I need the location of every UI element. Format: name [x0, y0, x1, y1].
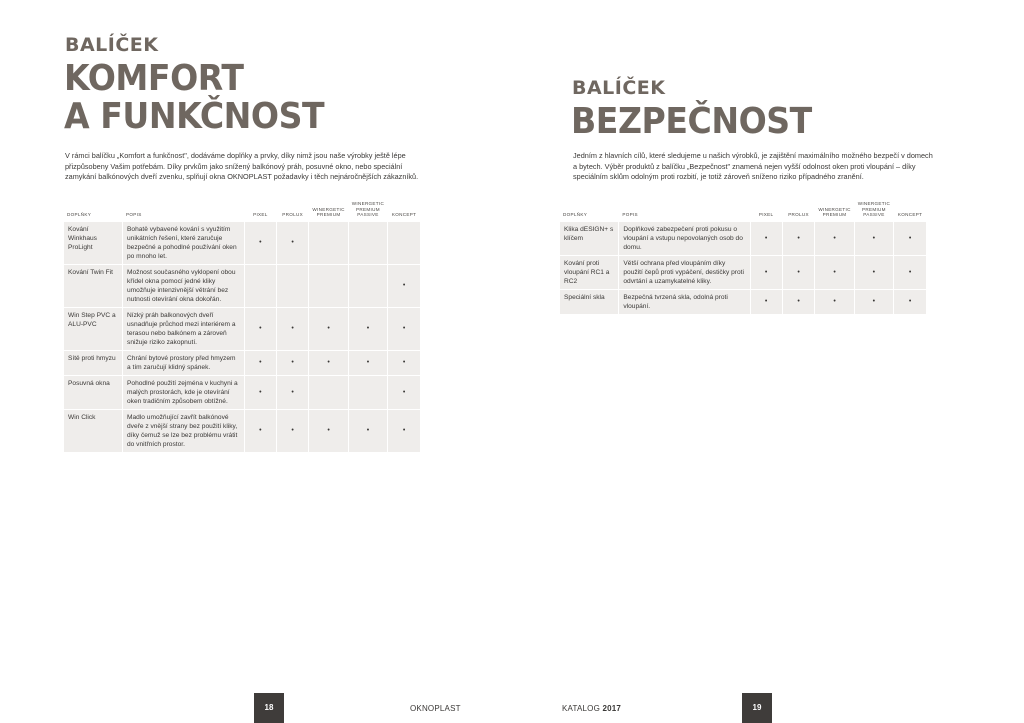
left-table-header-row — [64, 201, 420, 221]
availability-mark — [349, 265, 387, 307]
availability-mark: • — [277, 308, 309, 350]
availability-mark: • — [815, 256, 853, 289]
row-name: Win Step PVC a ALU-PVC — [64, 308, 122, 350]
row-name: Kování Twin Fit — [64, 265, 122, 307]
availability-mark: • — [388, 265, 420, 307]
availability-mark: • — [751, 256, 782, 289]
right-page — [512, 0, 1024, 723]
left-intro — [65, 151, 445, 183]
left-footer-brand: OKNOPLAST — [410, 704, 461, 713]
header-description: POPIS — [126, 212, 142, 218]
availability-mark: • — [349, 351, 387, 375]
row-name: Sítě proti hmyzu — [64, 351, 122, 375]
right-intro-line: a bytech. Výběr produktů z balíčku „Bezpečnost" znamená nejen vyšší odolnost oken proti vloupání – díky — [573, 161, 916, 171]
availability-mark: • — [277, 376, 309, 409]
header-koncept: KONCEPT — [391, 212, 417, 218]
row-name: Kování proti vloupání RC1 a RC2 — [560, 256, 618, 289]
availability-mark: • — [855, 222, 893, 255]
row-description: Větší ochrana před vloupáním díky použití čepů proti vypáčení, destičky proti odvrtání a uzamykatelné kliky. — [619, 256, 749, 289]
row-name: Win Click — [64, 410, 122, 452]
availability-mark: • — [388, 351, 420, 375]
availability-mark — [277, 265, 309, 307]
header-prolux: PROLUX — [282, 212, 303, 218]
left-intro-line: V rámci balíčku „Komfort a funkčnost", dodáváme doplňky a prvky, díky nimž jsou naše výrobky ještě lépe — [65, 151, 406, 160]
availability-mark: • — [245, 308, 276, 350]
table-row — [64, 308, 420, 350]
availability-mark — [349, 222, 387, 264]
right-title-line1: BEZPEČNOST — [571, 101, 812, 142]
table-row — [64, 265, 420, 307]
availability-mark — [309, 265, 347, 307]
header-pixel: PIXEL — [758, 212, 774, 218]
availability-mark: • — [245, 351, 276, 375]
availability-mark: • — [309, 308, 347, 350]
row-description: Doplňkové zabezpečení proti pokusu o vloupání a vstupu nepovolaných osob do domu. — [619, 222, 749, 255]
row-description: Madlo umožňující zavřít balkónové dveře z vnější strany bez použití kliky, díky čemuž se lze bez problému vrátit do vnitřních prostor. — [123, 410, 244, 452]
availability-mark: • — [277, 410, 309, 452]
header-pixel: PIXEL — [253, 212, 268, 218]
row-name: Speciální skla — [560, 290, 618, 314]
availability-mark: • — [388, 308, 420, 350]
header-winergetic-premium-passive: WINERGETIC PREMIUM PASSIVE — [857, 201, 891, 218]
availability-mark: • — [349, 308, 387, 350]
availability-mark — [309, 376, 347, 409]
left-kicker: BALÍČEK — [65, 34, 159, 56]
left-title — [64, 60, 324, 136]
table-row — [64, 410, 420, 452]
header-koncept: KONCEPT — [897, 212, 923, 218]
left-title-line1: KOMFORT — [64, 58, 244, 99]
availability-mark: • — [388, 376, 420, 409]
right-table-header-row — [560, 201, 926, 221]
header-addons: DOPLŇKY — [563, 212, 588, 218]
availability-mark: • — [277, 222, 309, 264]
availability-mark: • — [349, 410, 387, 452]
availability-mark: • — [855, 256, 893, 289]
header-winergetic-premium: WINERGETIC PREMIUM — [312, 206, 345, 218]
table-row — [560, 290, 926, 314]
row-description: Chrání bytové prostory před hmyzem a tím zaručují klidný spánek. — [123, 351, 244, 375]
availability-mark: • — [815, 222, 853, 255]
availability-mark: • — [309, 410, 347, 452]
row-description: Bohatě vybavené kování s využitím unikátních řešení, které zaručuje bezpečné a pohodlné používání oken po mnoho let. — [123, 222, 244, 264]
left-table — [63, 200, 421, 453]
availability-mark: • — [245, 222, 276, 264]
row-name: Klika dESIGN+ s klíčem — [560, 222, 618, 255]
row-description: Nízký práh balkonových dveří usnadňuje průchod mezi interiérem a terasou nebo balkónem a zároveň snižuje riziko zakopnutí. — [123, 308, 244, 350]
header-description: POPIS — [622, 212, 638, 218]
table-row — [560, 222, 926, 255]
availability-mark: • — [783, 222, 815, 255]
availability-mark: • — [894, 256, 926, 289]
availability-mark: • — [783, 256, 815, 289]
right-intro-line: Jedním z hlavních cílů, které sledujeme u našich výrobků, je zajištění maximálního možného bezpečí v domech — [573, 151, 933, 160]
availability-mark — [388, 222, 420, 264]
table-row — [64, 376, 420, 409]
table-row — [64, 222, 420, 264]
availability-mark: • — [894, 222, 926, 255]
availability-mark: • — [245, 376, 276, 409]
right-title — [571, 103, 812, 141]
left-intro-line: přizpůsobeny Vašim potřebám. Díky prvkům jako snížený balkónový práh, posuvné okno, nebo speciální — [65, 161, 403, 171]
availability-mark — [309, 222, 347, 264]
row-name: Kování Winkhaus ProLight — [64, 222, 122, 264]
availability-mark: • — [751, 222, 782, 255]
header-winergetic-premium-passive: WINERGETIC PREMIUM PASSIVE — [351, 201, 385, 218]
header-addons: DOPLŇKY — [67, 212, 92, 218]
availability-mark: • — [815, 290, 853, 314]
header-winergetic-premium: WINERGETIC PREMIUM — [818, 206, 851, 218]
row-name: Posuvná okna — [64, 376, 122, 409]
row-description: Možnost současného vyklopení obou křídel okna pomocí jedné kliky umožňuje intenzivnější větrání bez nutnosti otevírání okna dokořán. — [123, 265, 244, 307]
left-intro-line: zamykání balkónových dveří zvenku, splňují okna OKNOPLAST požadavky i těch nejnáročnějších zákazníků. — [65, 172, 419, 181]
left-title-line2: A FUNKČNOST — [64, 96, 325, 137]
right-page-number: 19 — [742, 693, 772, 723]
right-footer-label: KATALOG — [562, 704, 601, 713]
right-intro — [573, 151, 973, 183]
availability-mark: • — [783, 290, 815, 314]
table-row — [560, 256, 926, 289]
row-description: Pohodlné použití zejména v kuchyni a malých prostorách, kde je otevírání oken tradičním způsobem obtížné. — [123, 376, 244, 409]
right-table — [559, 200, 927, 315]
availability-mark: • — [751, 290, 782, 314]
availability-mark: • — [245, 410, 276, 452]
availability-mark: • — [388, 410, 420, 452]
right-intro-line: speciálním sklům odolným proti rozbití, je totiž zároveň sníženo riziko případného zranění. — [573, 172, 864, 181]
row-description: Bezpečná tvrzená skla, odolná proti vloupání. — [619, 290, 749, 314]
right-footer-year: 2017 — [602, 704, 622, 713]
right-kicker: BALÍČEK — [572, 77, 666, 99]
availability-mark — [349, 376, 387, 409]
table-row — [64, 351, 420, 375]
availability-mark: • — [309, 351, 347, 375]
left-page-number: 18 — [254, 693, 284, 723]
right-footer — [562, 704, 621, 713]
availability-mark: • — [894, 290, 926, 314]
availability-mark — [245, 265, 276, 307]
availability-mark: • — [855, 290, 893, 314]
availability-mark: • — [277, 351, 309, 375]
header-prolux: PROLUX — [788, 212, 809, 218]
